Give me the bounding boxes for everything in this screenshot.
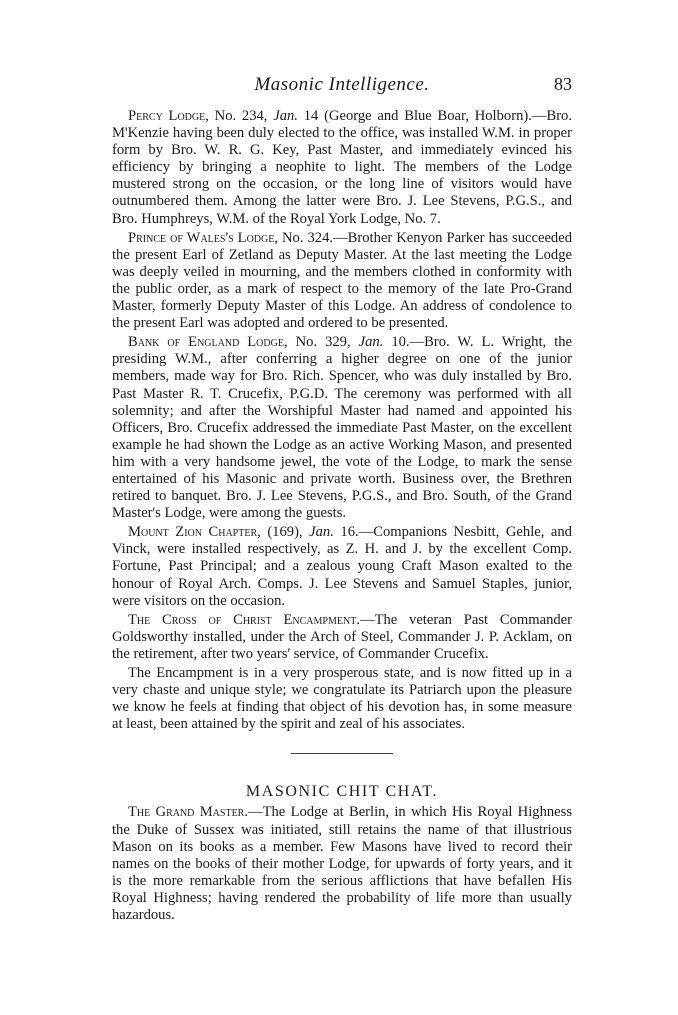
paragraph-text: 16.—Companions Nesbitt, Gehle, and Vinck, were installed respectively, as Z. H. and J. by the excellent Comp. Fortune, Past Principal; and a zealous young Craft Mason exalted to the honour of Royal Arch. Comps. J. Lee Stevens and Samuel Staples, junior, were visitors on the occasion.	[112, 524, 572, 609]
paragraph-prince-of-wales-lodge	[112, 230, 572, 333]
paragraph-text: .—The Lodge at Berlin, in which His Royal Highness the Duke of Sussex was initiated, still retains the name of that illustrious Mason on its books as a member. Few Masons have lived to record their names on the books of their mother Lodge, for upwards of forty years, and it is the more remarkable from the serious afflictions that have befallen His Royal Highness; having rendered the probability of life more than usually hazardous.	[112, 804, 572, 924]
paragraph-mount-zion-chapter	[112, 524, 572, 609]
running-title: Masonic Intelligence.	[254, 74, 430, 95]
date-month: Jan.	[358, 334, 384, 351]
paragraph-text: , No. 324.—Brother Kenyon Parker has succeeded the present Earl of Zetland as Deputy Master. At the last meeting the Lodge was deeply veiled in mourning, and the members clothed in conformity with the public order, as a mark of respect to the memory of the late Pro-Grand Master, formerly Deputy Master of this Lodge. An address of condolence to the present Earl was adopted and ordered to be presented.	[112, 229, 572, 332]
chapter-name: Mount Zion Chapter	[128, 524, 258, 541]
paragraph-text: , No. 329,	[283, 334, 359, 351]
paragraph-percy-lodge	[112, 108, 572, 228]
lodge-name: Prince of Wales's Lodge	[128, 229, 275, 246]
paragraph-grand-master	[112, 804, 572, 924]
paragraph-cross-of-christ-encampment	[112, 612, 572, 663]
section-divider	[291, 753, 393, 754]
date-month: Jan.	[309, 524, 334, 541]
paragraph-text: , (169),	[257, 524, 310, 541]
paragraph-text: , No. 234,	[205, 108, 274, 124]
paragraph-encampment-state	[112, 665, 572, 733]
running-header	[112, 74, 572, 100]
section-title: MASONIC CHIT CHAT.	[245, 783, 439, 801]
topic-name: The Grand Master	[128, 804, 245, 821]
date-month: Jan.	[273, 108, 298, 124]
article-body	[112, 108, 572, 926]
paragraph-text: 10.—Bro. W. L. Wright, the presiding W.M., after conferring a higher degree on one of the junior members, made way for Bro. Rich. Spencer, who was duly installed by Bro. Past Master R. T. Crucefix, P.G.D. The ceremony was performed with all solemnity; and after the Worshipful Master had named and appointed his Officers, Bro. Crucefix addressed the immediate Past Master, on the excellent example he had shown the Lodge as an active Working Mason, and presented him with a very handsome jewel, the vote of the Lodge, to mark the sense entertained of his Masonic and private worth. Business over, the Brethren retired to banquet. Bro. J. Lee Stevens, P.G.S., and Bro. South, of the Grand Master's Lodge, were among the guests.	[112, 334, 572, 522]
page-number: 83	[554, 74, 572, 94]
paragraph-bank-of-england-lodge	[112, 334, 572, 522]
lodge-name: Percy Lodge	[128, 108, 206, 124]
encampment-name: The Cross of Christ Encampment	[128, 611, 357, 628]
paragraph-text: .—The veteran Past Commander Goldsworthy installed, under the Arch of Steel, Commander J. P. Acklam, on the retirement, after two years' service, of Commander Crucefix.	[112, 611, 572, 662]
paragraph-text: The Encampment is in a very prosperous state, and is now fitted up in a very chaste and unique style; we congratulate its Patriarch upon the pleasure we know he feels at finding that object of his devotion has, in some measure at least, been attained by the spirit and zeal of his associates.	[112, 665, 572, 733]
lodge-name: Bank of England Lodge	[128, 334, 284, 351]
paragraph-text: 14 (George and Blue Boar, Holborn).—Bro. M'Kenzie having been duly elected to the office, was installed W.M. in proper form by Bro. W. R. G. Key, Past Master, and immediately evinced his efficiency by bringing a neophite to light. The members of the Lodge mustered strong on the occasion, or the long line of visitors would have outnumbered them. Among the latter were Bro. J. Lee Stevens, P.G.S., and Bro. Humphreys, W.M. of the Royal York Lodge, No. 7.	[112, 108, 573, 227]
